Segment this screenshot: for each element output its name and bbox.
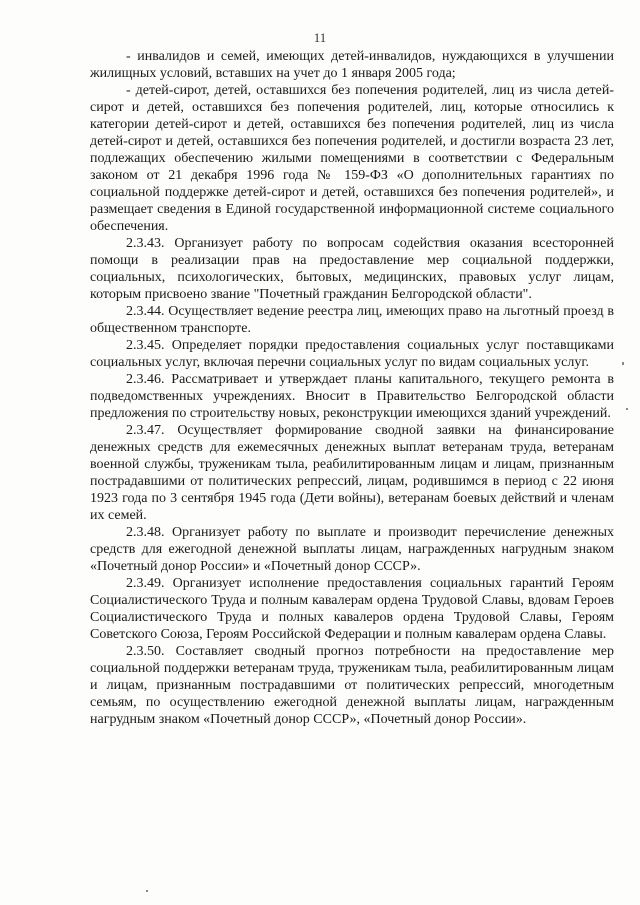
paragraph-2-3-49: 2.3.49. Организует исполнение предоставления социальных гарантий Героям Социалистического Труда и полным кавалерам ордена Трудовой Славы, вдовам Героев Социалистического Труда и полных кавалеров ордена Трудовой Славы, Героям Советского Союза, Героям Российской Федерации и полным кавалерам ордена Славы.: [90, 576, 614, 642]
scan-speck: [146, 890, 148, 892]
paragraph-2-3-48: 2.3.48. Организует работу по выплате и производит перечисление денежных средств для ежегодной денежной выплаты лицам, награжденных нагрудным знаком «Почетный донор России» и «Почетный донор СССР».: [90, 525, 614, 574]
scan-speck: [626, 408, 628, 410]
paragraph-orphans: - детей-сирот, детей, оставшихся без попечения родителей, лиц из числа детей-сирот и детей, оставшихся без попечения родителей, лиц, которые относились к категории детей-сирот и детей, оставшихся без попечения родителей, лиц из числа детей-сирот и детей, оставшихся без попечения родителей, и достигли возраста 23 лет, подлежащих обеспечению жилыми помещениями в соответствии с Федеральным законом от 21 декабря 1996 года № 159-ФЗ «О дополнительных гарантиях по социальной поддержке детей-сирот и детей, оставшихся без попечения родителей», и размещает сведения в Единой государственной информационной системе социального обеспечения.: [90, 83, 614, 234]
paragraph-2-3-47: 2.3.47. Осуществляет формирование сводной заявки на финансирование денежных средств для ежемесячных денежных выплат ветеранам труда, ветеранам военной службы, труженикам тыла, реабилитированным лицам и лицам, признанным пострадавшими от политических репрессий, лицам, родившимся в период с 22 июня 1923 года по 3 сентября 1945 года (Дети войны), ветеранам боевых действий и членам их семей.: [90, 423, 614, 523]
paragraph-2-3-44: 2.3.44. Осуществляет ведение реестра лиц, имеющих право на льготный проезд в общественном транспорте.: [90, 304, 614, 336]
paragraph-2-3-50: 2.3.50. Составляет сводный прогноз потребности на предоставление мер социальной поддержки ветеранам труда, труженикам тыла, реабилитированным лицам и лицам, признанным пострадавшими от политических репрессий, многодетным семьям, по осуществлению ежегодной денежной выплаты лицам, награжденным нагрудным знаком «Почетный донор СССР», «Почетный донор России».: [90, 644, 614, 727]
paragraph-2-3-43: 2.3.43. Организует работу по вопросам содействия оказания всесторонней помощи в реализации прав на предоставление мер социальной поддержки, социальных, психологических, бытовых, медицинских, правовых услуг лицам, которым присвоено звание "Почетный гражданин Белгородской области".: [90, 236, 614, 302]
paragraph-2-3-46: 2.3.46. Рассматривает и утверждает планы капитального, текущего ремонта в подведомственных учреждениях. Вносит в Правительство Белгородской области предложения по строительству новых, реконструкции имеющихся зданий учреждений.: [90, 372, 614, 421]
paragraph-disabled-families: - инвалидов и семей, имеющих детей-инвалидов, нуждающихся в улучшении жилищных условий, вставших на учет до 1 января 2005 года;: [90, 49, 614, 81]
paragraph-2-3-45: 2.3.45. Определяет порядки предоставления социальных услуг поставщиками социальных услуг, включая перечни социальных услуг по видам социальных услуг.: [90, 338, 614, 370]
scan-speck: [622, 362, 624, 365]
page-number: 11: [313, 30, 327, 45]
